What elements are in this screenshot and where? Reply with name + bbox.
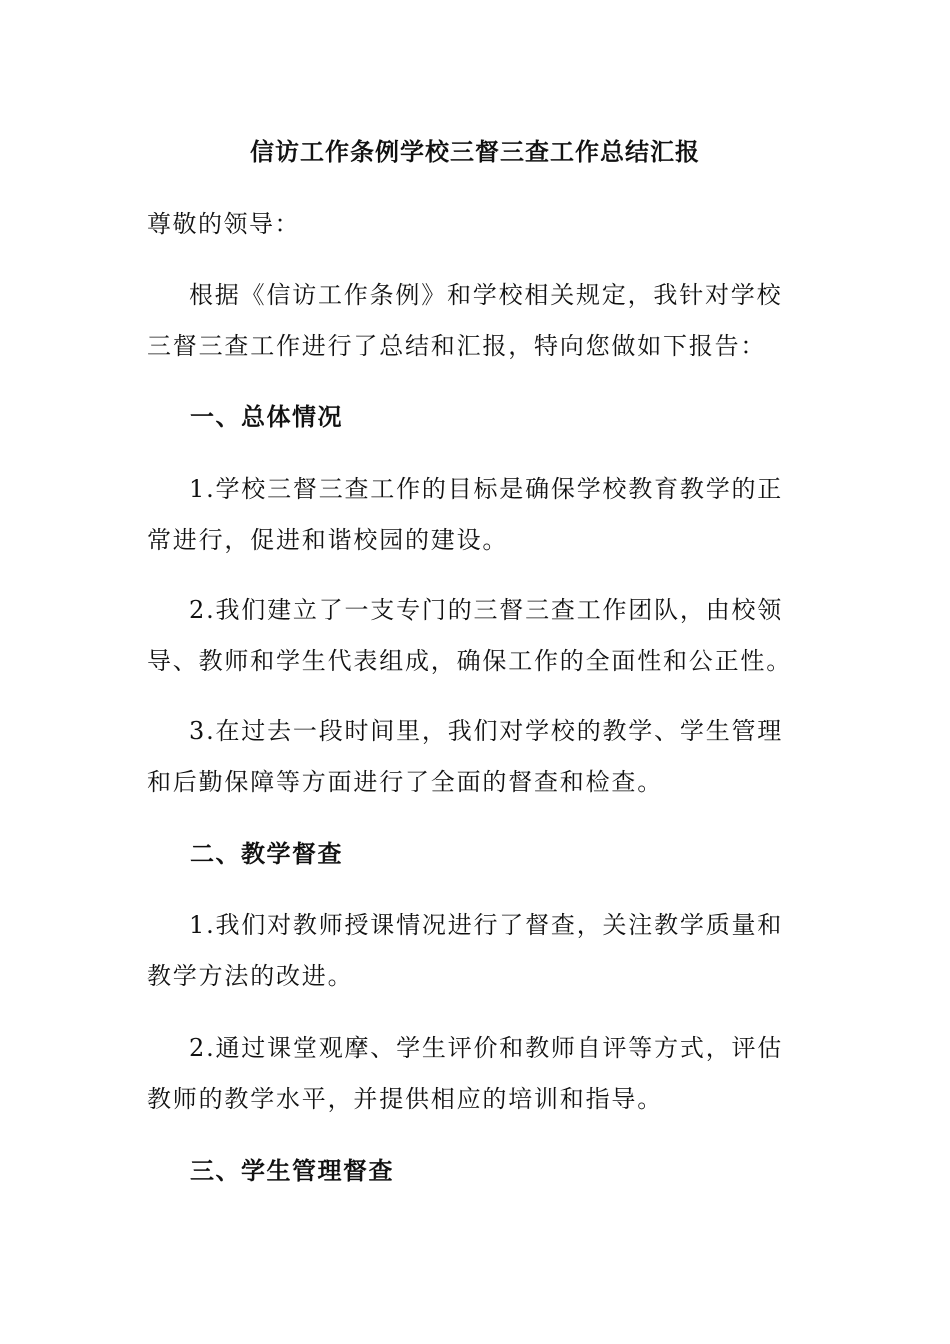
section-2-item-1-text: 1.我们对教师授课情况进行了督查，关注教学质量和教学方法的改进。 bbox=[147, 911, 784, 990]
section-2-item-2-text: 2.通过课堂观摩、学生评价和教师自评等方式，评估教师的教学水平，并提供相应的培训和指导。 bbox=[147, 1034, 784, 1113]
section-1-item-3-text: 3.在过去一段时间里，我们对学校的教学、学生管理和后勤保障等方面进行了全面的督查和检查。 bbox=[147, 717, 784, 796]
section-1-item-1-text: 1.学校三督三查工作的目标是确保学校教育教学的正常进行，促进和谐校园的建设。 bbox=[147, 475, 784, 554]
section-2-item-2 bbox=[147, 1023, 807, 1125]
salutation: 尊敬的领导： bbox=[147, 210, 300, 238]
section-heading-1: 一、总体情况 bbox=[190, 402, 343, 431]
section-heading-3: 三、学生管理督查 bbox=[190, 1156, 394, 1185]
section-1-item-3 bbox=[147, 706, 807, 808]
document-title: 信访工作条例学校三督三查工作总结汇报 bbox=[250, 137, 700, 166]
section-1-item-1 bbox=[147, 464, 807, 566]
section-1-item-2-text: 2.我们建立了一支专门的三督三查工作团队，由校领导、教师和学生代表组成，确保工作的全面性和公正性。 bbox=[147, 596, 792, 675]
section-heading-2: 二、教学督查 bbox=[190, 839, 343, 868]
intro-text: 根据《信访工作条例》和学校相关规定，我针对学校三督三查工作进行了总结和汇报，特向您做如下报告： bbox=[147, 281, 783, 360]
intro-paragraph bbox=[147, 270, 807, 372]
section-1-item-2 bbox=[147, 585, 807, 687]
section-2-item-1 bbox=[147, 900, 807, 1002]
